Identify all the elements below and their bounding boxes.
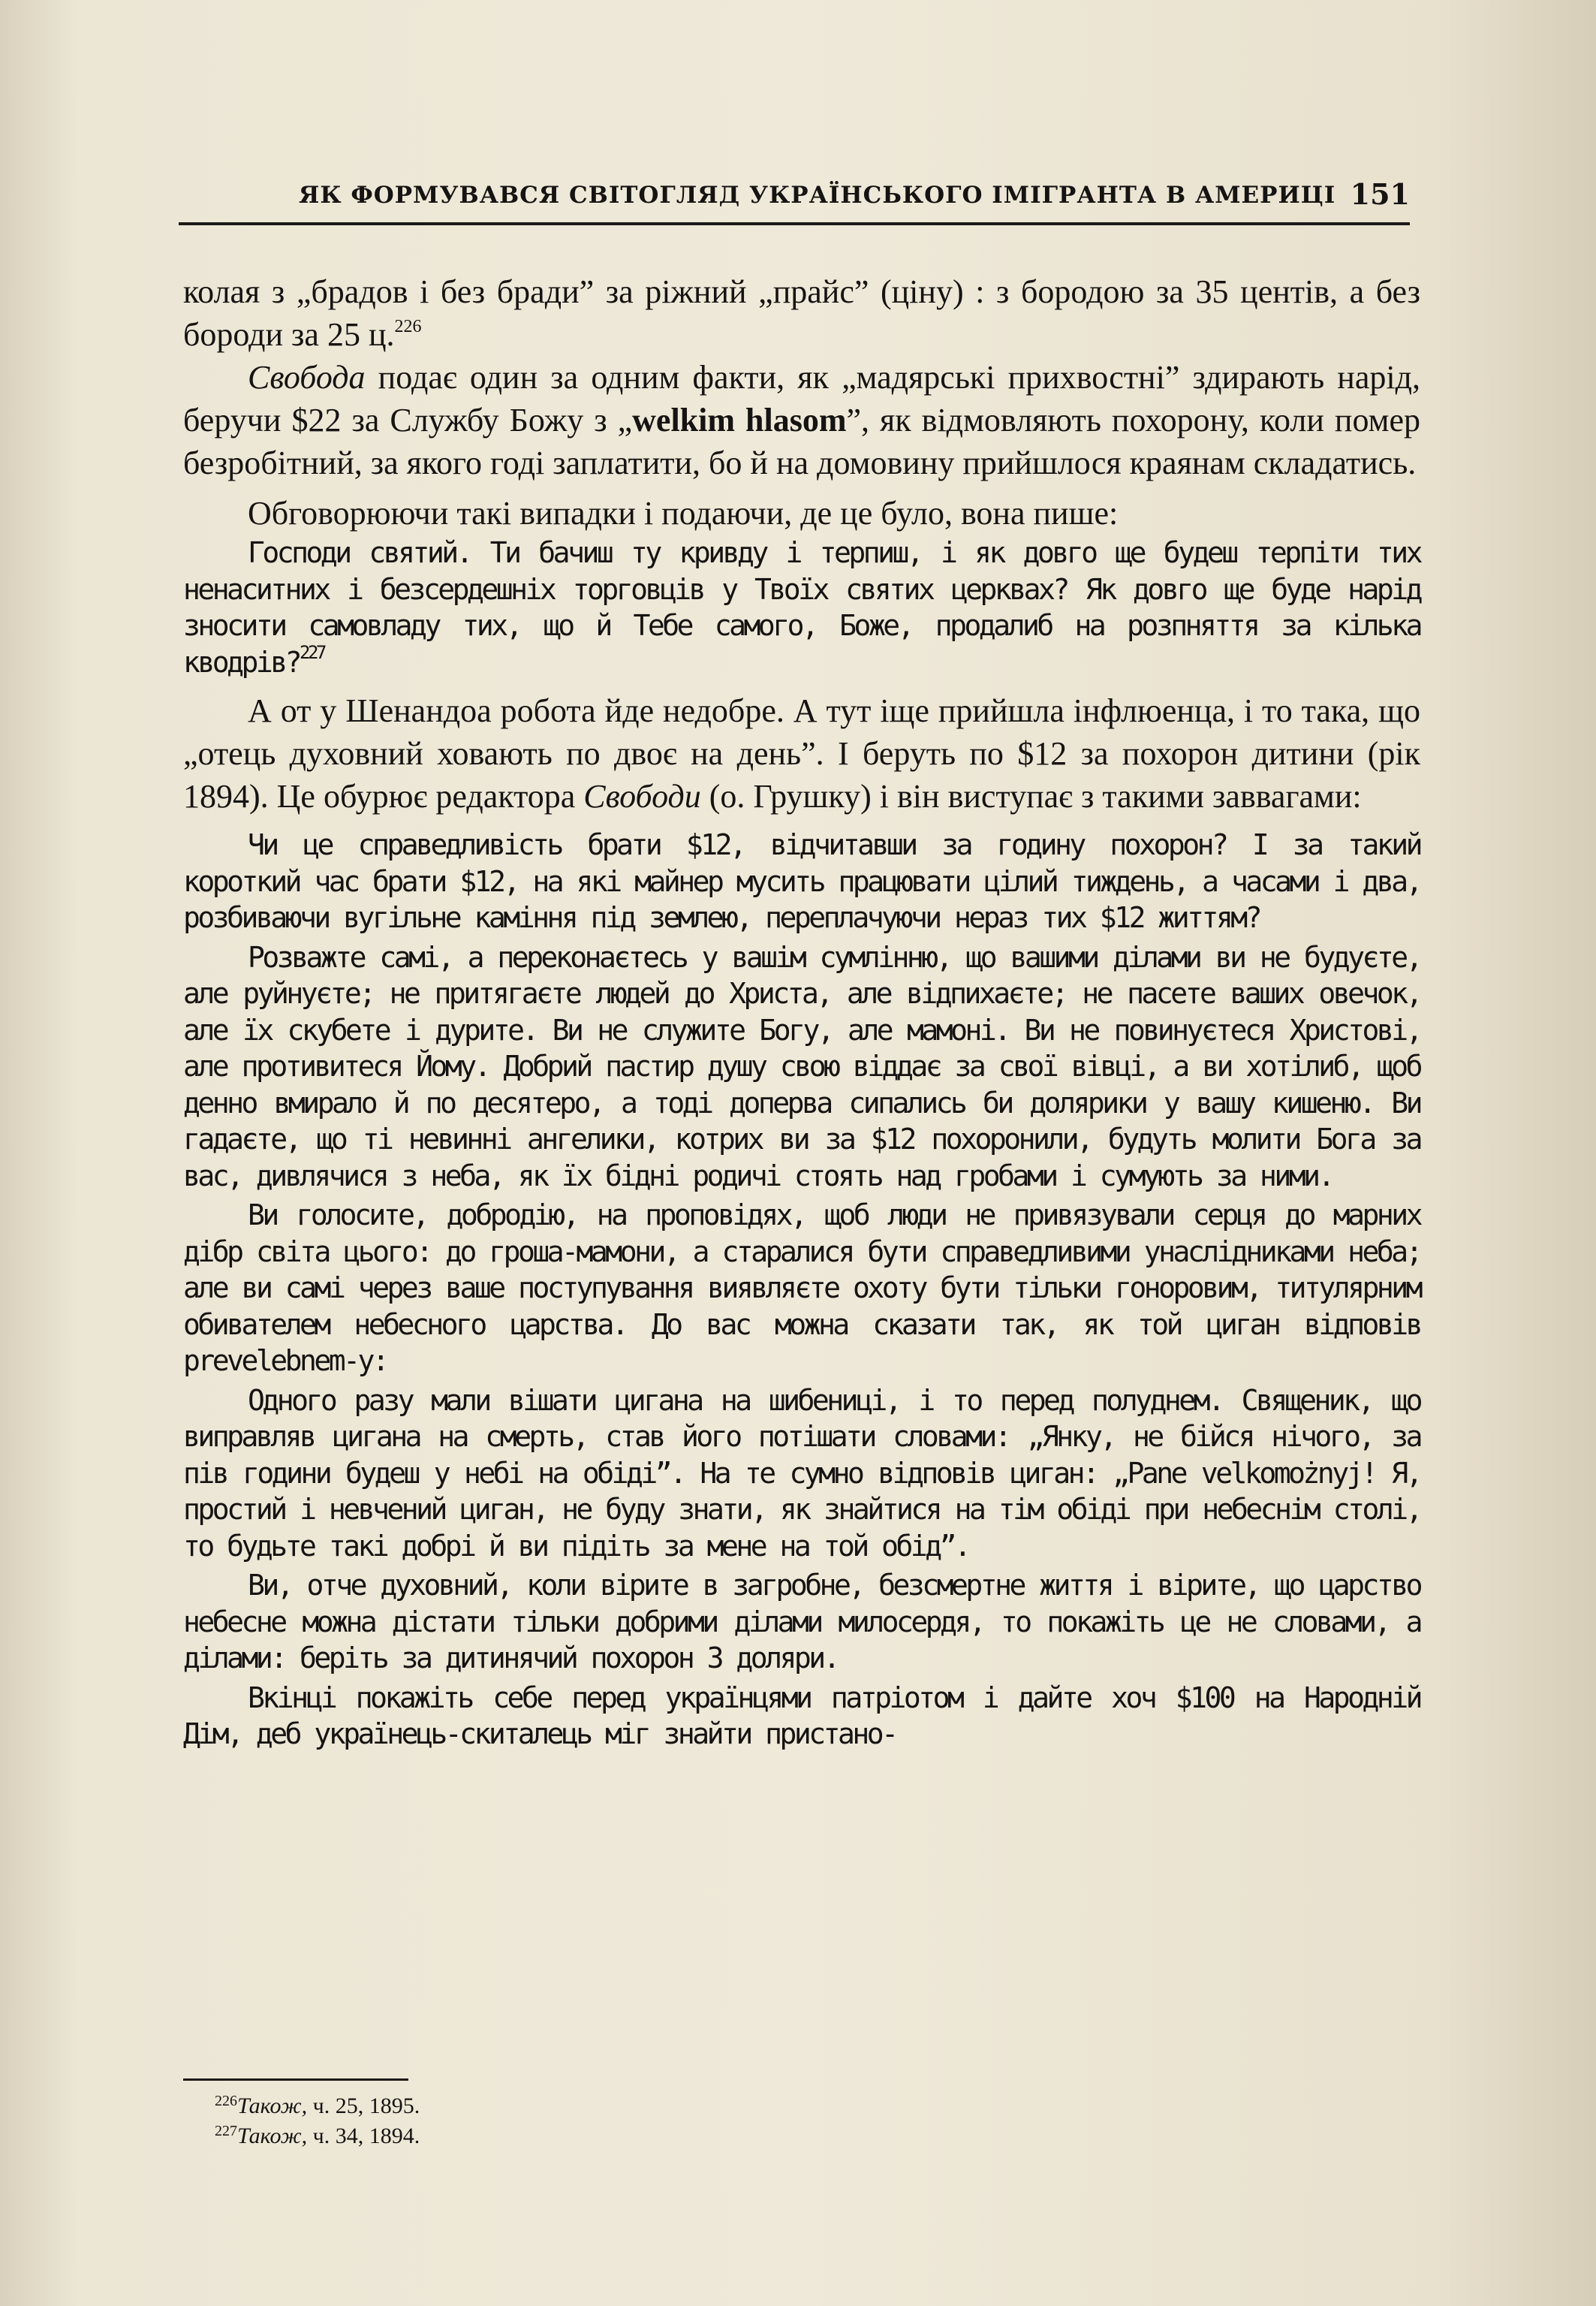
paragraph-2: Свобода подає один за одним факти, як „мадярські прихвостні” здирають нарід, беручи $22 за Службу Божу з „welkim hlasom”, як відмовляють похорону, коли помер безробітний, за якого годі заплатити, бо й на домовину прийшлося краянам складатись. bbox=[183, 359, 1420, 481]
bold-phrase: welkim hlasom bbox=[632, 402, 847, 439]
paragraph-1: колая з „брадов і без бради” за ріжний „прайс” (ціну) : з бородою за 35 центів, а без бороди за 25 ц.$^{226}$ bbox=[183, 273, 1420, 353]
newspaper-title-2: Свободи bbox=[583, 778, 701, 815]
running-title: ЯК ФОРМУВАВСЯ СВІТОГЛЯД УКРАЇНСЬКОГО ІМІГРАНТА В АМЕРИЦІ bbox=[299, 182, 1336, 209]
quote-2: Чи це справедливість брати $12, відчитавши за годину похорон? І за такий короткий час брати $12, на які майнер мусить працювати цілий тиждень, а часами і два, розбиваючи вугільне каміння під землею, переплачуючи нераз тих $12 життям? bbox=[183, 828, 1420, 934]
newspaper-title: Свобода bbox=[248, 359, 366, 396]
page-body bbox=[183, 270, 1420, 1753]
page-number: 151 bbox=[1350, 177, 1410, 211]
footnote-ref-226: 226 bbox=[394, 317, 422, 336]
footnote-226: $^{226}$Також, ч. 25, 1895. bbox=[215, 2093, 420, 2118]
quote-4: Ви голосите, добродію, на проповідях, щоб люди не привязували серця до марних дібр світа цього: до гроша-мамони, а старалися бути справедливими унаслідниками неба; але ви самі через ваше поступування виявляєте охоту бути тільки гоноровим, титулярним обивателем небесного царства. До вас можна сказати так, як той циган відповів prevelebnem-у: bbox=[183, 1198, 1420, 1377]
paragraph-3: Обговорюючи такі випадки і подаючи, де це було, вона пише: bbox=[248, 495, 1119, 532]
quote-1: Господи святий. Ти бачиш ту кривду і терпиш, і як довго ще будеш терпіти тих ненаситних і безсердешніх торговців у Твоїх святих церквах? Як довго ще буде нарід зносити самовладу тих, що й Тебе самого, Боже, продалиб на розпняття за кілька кводрів?$^{227}$ bbox=[183, 536, 1420, 679]
quote-6: Ви, отче духовний, коли вірите в загробне, безсмертне життя і вірите, що царство небесне можна дістати тільки добрими ділами милосердя, то покажіть це не словами, а ділами: беріть за дитинячий похорон 3 доляри. bbox=[183, 1569, 1420, 1674]
paragraph-4: А от у Шенандоа робота йде недобре. А тут іще прийшла інфлюенца, і то така, що „отець духовний ховають по двоє на день”. І беруть по $12 за похорон дитини (рік 1894). Це обурює редактора Свободи (о. Грушку) і він виступає з такими заввагами: bbox=[183, 692, 1420, 815]
running-header bbox=[179, 177, 1410, 225]
footnotes bbox=[215, 2091, 420, 2151]
quote-3: Розважте самі, а переконаєтесь у вашім сумлінню, що вашими ділами ви не будуєте, але руйнуєте; не притягаєте людей до Христа, але відпихаєте; не пасете ваших овечок, але їх скубете і дурите. Ви не служите Богу, але мамоні. Ви не повинуєтеся Христові, але противитеся Йому. Добрий пастир душу свою віддає за свої вівці, а ви хотілиб, щоб денно вмирало й по десятеро, а тоді доперва сипались би долярики у вашу кишеню. Ви гадаєте, що ті невинні ангелики, котрих ви за $12 похоронили, будуть молити Бога за вас, дивлячися з неба, як їх бідні родичі стоять над гробами і сумують за ними. bbox=[183, 940, 1420, 1192]
quote-5: Одного разу мали вішати цигана на шибениці, і то перед полуднем. Священик, що виправляв цигана на смерть, став його потішати словами: „Янку, не бійся нічого, за пів години будеш у небі на обіді”. На те сумно відповів циган: „Pane velkomożnyj! Я, простий і невчений циган, не буду знати, як знайтися на тім обіді при небеснім столі, то будьте такі добрі й ви підіть за мене на той обід”. bbox=[183, 1383, 1420, 1563]
footnote-227: $^{227}$Також, ч. 34, 1894. bbox=[215, 2123, 420, 2148]
footnote-ref-227: 227 bbox=[300, 641, 324, 663]
footnote-divider bbox=[183, 2078, 408, 2081]
quote-7: Вкінці покажіть себе перед українцями патріотом і дайте хоч $100 на Народній Дім, деб українець-скиталець міг знайти пристано- bbox=[183, 1681, 1420, 1750]
